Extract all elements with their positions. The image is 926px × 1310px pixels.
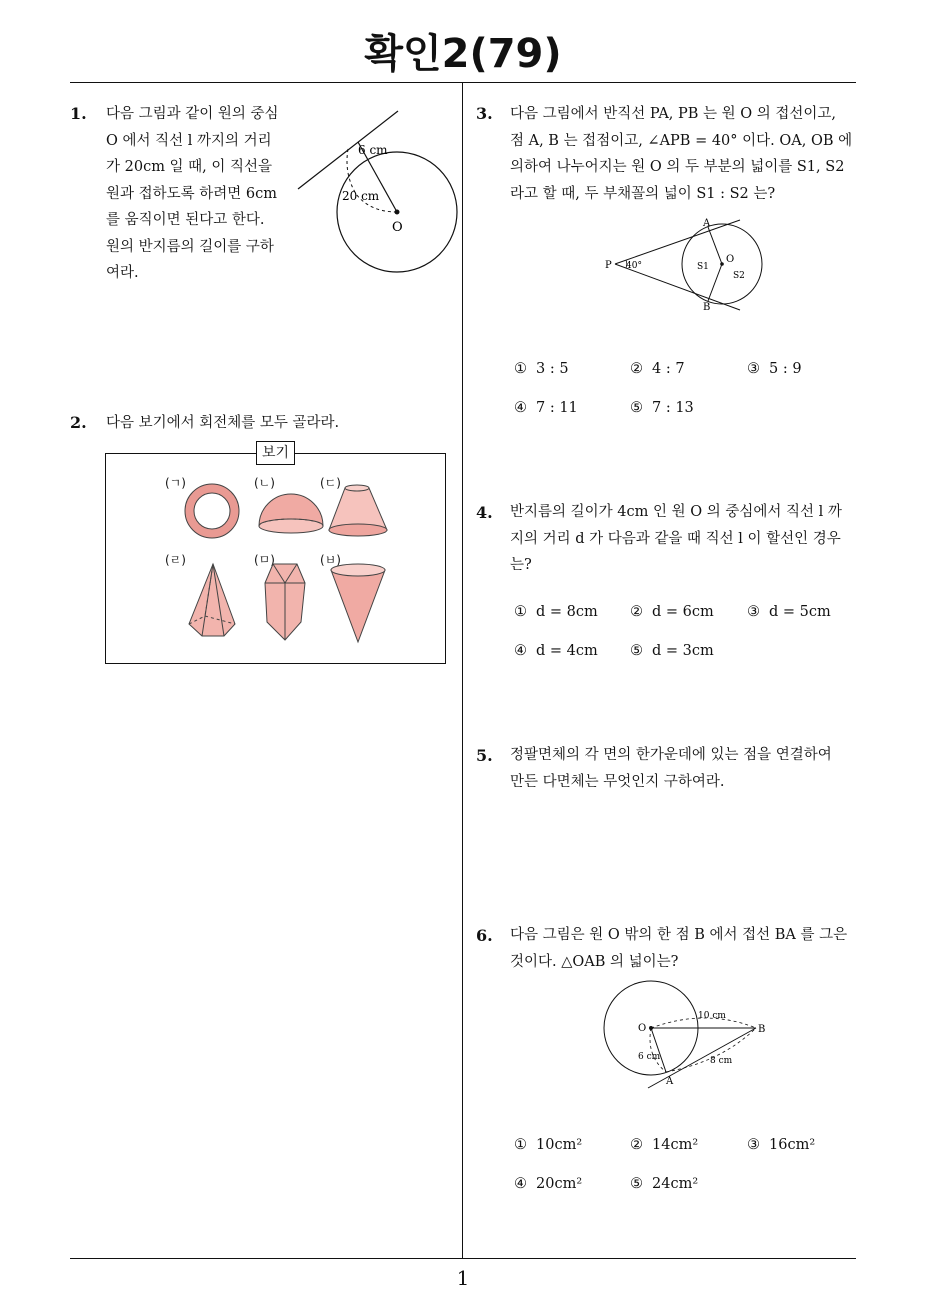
- prism-icon: [265, 564, 305, 640]
- question-line: 라고 할 때, 두 부채꼴의 넓이 S1 : S2 는?: [510, 185, 776, 202]
- label-o: O: [726, 254, 735, 265]
- question-number-5: 5.: [476, 746, 493, 765]
- label-6cm: 6 cm: [358, 143, 388, 157]
- question-number-1: 1.: [70, 104, 87, 123]
- top-rule: [70, 82, 856, 83]
- label-oa-length: 6 cm: [638, 1052, 661, 1062]
- question-line: 다음 그림에서 반직선 PA, PB 는 원 O 의 접선이고,: [510, 106, 837, 122]
- solids-figure: [105, 480, 445, 660]
- question-number-6: 6.: [476, 926, 493, 945]
- question-text-4: [510, 499, 858, 579]
- item-label-b: (ㄴ): [254, 476, 275, 490]
- question-line: 정팔면체의 각 면의 한가운데에 있는 점을 연결하여: [510, 747, 832, 763]
- question-text-1: [106, 101, 282, 287]
- question-number-2: 2.: [70, 413, 87, 432]
- question-line: 다음 그림과 같이 원의 중심: [106, 106, 279, 122]
- choice: ③ d = 5cm: [747, 604, 831, 620]
- question-number-4: 4.: [476, 503, 493, 522]
- choice: ③ 5 : 9: [747, 361, 802, 377]
- question-line: 다음 보기에서 회전체를 모두 골라라.: [106, 415, 340, 431]
- frustum-icon: [329, 485, 387, 536]
- label-a: A: [666, 1076, 674, 1087]
- question-line: 반지름의 길이가 4cm 인 원 O 의 중심에서 직선 l 까: [510, 504, 842, 520]
- label-s2: S2: [733, 271, 745, 281]
- tangent-angle-figure: [600, 212, 770, 317]
- choice: ③ 16cm²: [747, 1137, 816, 1153]
- label-b: B: [703, 302, 711, 313]
- question-line: 것이다. △OAB 의 넓이는?: [510, 953, 679, 970]
- question-line: O 에서 직선 l 까지의 거리: [106, 132, 272, 149]
- question-text-6: [510, 922, 858, 975]
- label-ab-length: 8 cm: [710, 1056, 733, 1066]
- question-line: 는?: [510, 557, 532, 573]
- choice: ⑤ 7 : 13: [630, 400, 694, 416]
- label-s1: S1: [697, 262, 709, 272]
- choice: ① 10cm²: [514, 1137, 583, 1153]
- tangent-triangle-figure: [596, 980, 776, 1095]
- hemisphere-icon: [259, 494, 323, 533]
- question-line: 다음 그림은 원 O 밖의 한 점 B 에서 접선 BA 를 그은: [510, 927, 848, 943]
- question-line: 여라.: [106, 265, 139, 281]
- question-line: 를 움직이면 된다고 한다.: [106, 212, 265, 228]
- page-number: 1: [456, 1266, 470, 1290]
- question-line: 가 20cm 일 때, 이 직선을: [106, 159, 273, 175]
- circle-tangent-figure: [290, 104, 465, 279]
- question-text-5: [510, 742, 858, 795]
- choice: ① 3 : 5: [514, 361, 569, 377]
- question-line: 원과 접하도록 하려면 6cm: [106, 185, 277, 202]
- bottom-rule: [70, 1258, 856, 1259]
- question-text-2: [106, 410, 446, 437]
- pyramid-icon: [189, 564, 235, 636]
- question-line: 의하여 나누어지는 원 O 의 두 부분의 넓이를 S1, S2: [510, 159, 845, 175]
- cone-icon: [331, 564, 385, 642]
- question-text-3: [510, 101, 858, 207]
- choice: ② d = 6cm: [630, 604, 714, 620]
- label-b: B: [758, 1024, 766, 1035]
- choice: ④ 7 : 11: [514, 400, 578, 416]
- label-ob-length: 10 cm: [698, 1011, 726, 1021]
- question-line: 점 A, B 는 접점이고, ∠APB = 40° 이다. OA, OB 에: [510, 132, 853, 149]
- torus-icon: [185, 484, 239, 538]
- choice: ④ 20cm²: [514, 1176, 583, 1192]
- example-box-label: 보기: [256, 441, 295, 465]
- item-label-c: (ㄷ): [320, 476, 341, 490]
- choice: ⑤ d = 3cm: [630, 643, 714, 659]
- item-label-a: (ㄱ): [165, 476, 186, 490]
- question-line: 원의 반지름의 길이를 구하: [106, 238, 274, 255]
- label-angle: 40°: [626, 261, 642, 271]
- choice: ② 14cm²: [630, 1137, 699, 1153]
- label-o: O: [638, 1023, 647, 1034]
- item-label-f: (ㅂ): [320, 553, 341, 567]
- label-a: A: [703, 218, 711, 229]
- label-20cm: 20 cm: [342, 189, 380, 203]
- item-label-d: (ㄹ): [165, 553, 186, 567]
- question-number-3: 3.: [476, 104, 493, 123]
- choice: ④ d = 4cm: [514, 643, 598, 659]
- choice: ⑤ 24cm²: [630, 1176, 699, 1192]
- item-label-e: (ㅁ): [254, 553, 275, 567]
- choice: ② 4 : 7: [630, 361, 685, 377]
- choice: ① d = 8cm: [514, 604, 598, 620]
- page-title: 확인2(79): [364, 31, 562, 77]
- question-line: 지의 거리 d 가 다음과 같을 때 직선 l 이 할선인 경우: [510, 530, 841, 547]
- question-line: 만든 다면체는 무엇인지 구하여라.: [510, 773, 725, 790]
- label-p: P: [605, 260, 612, 271]
- label-center-o: O: [392, 220, 403, 235]
